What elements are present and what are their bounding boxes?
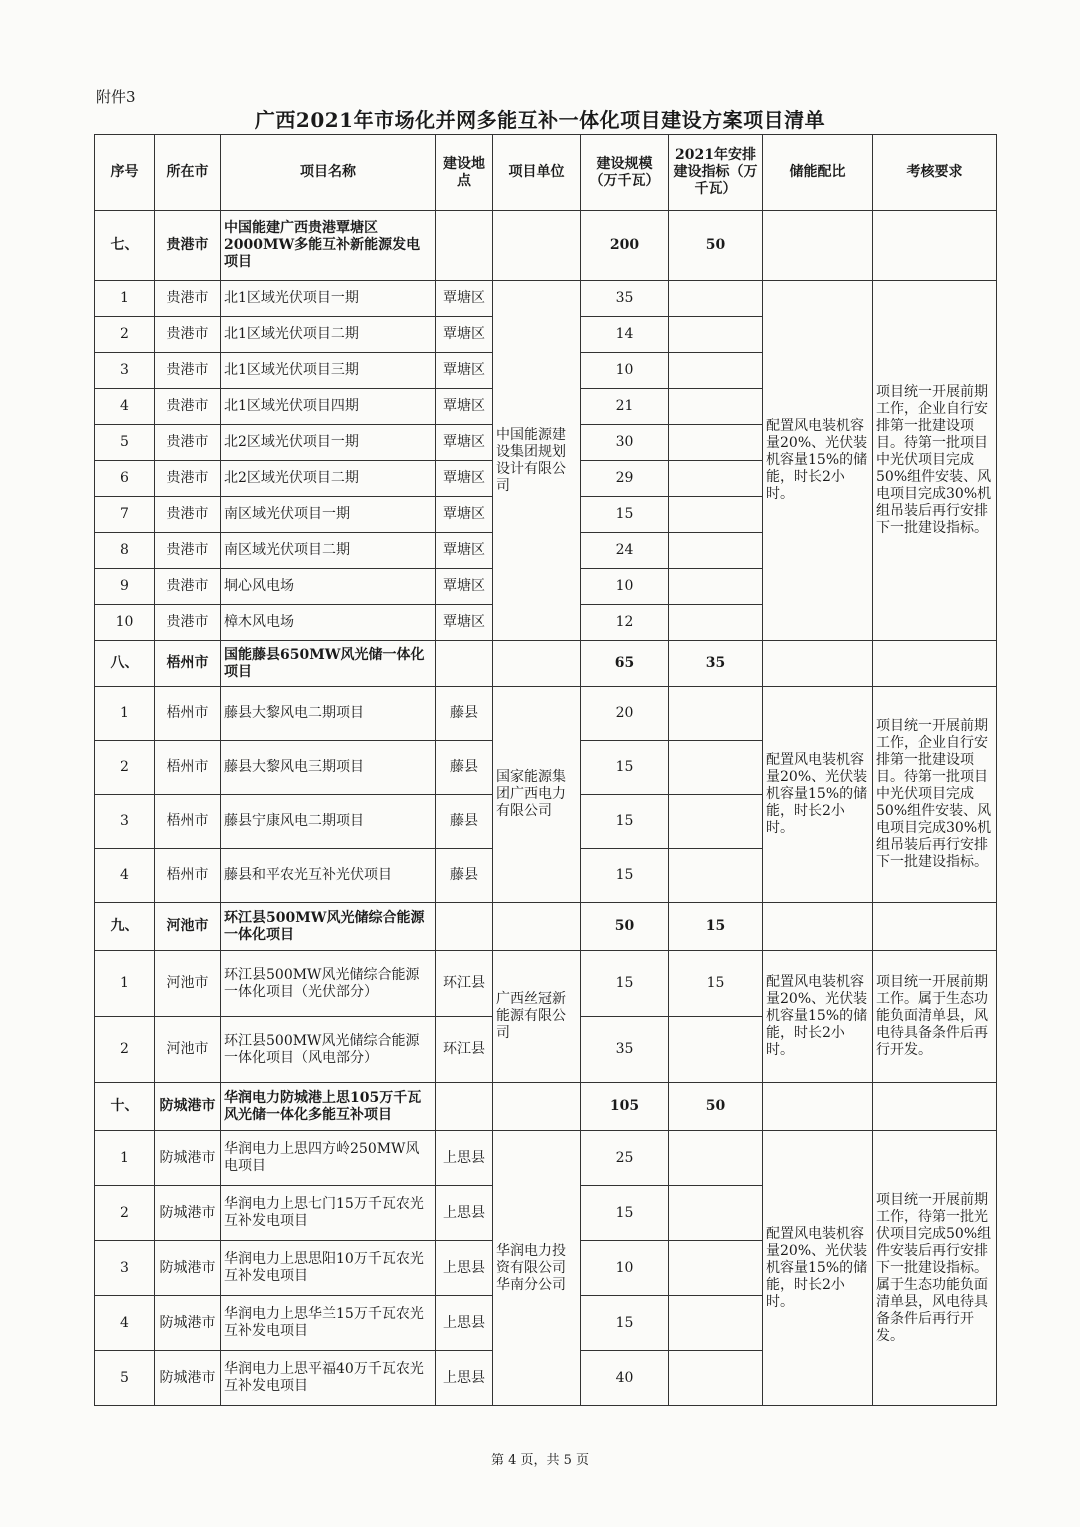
group-unit [493,641,581,687]
assessment-requirement: 项目统一开展前期工作，企业自行安排第一批建设项目。待第一批项目中光伏项目完成50%组件安装、风电项目完成30%机组吊装后再行安排下一批建设指标。 [873,281,997,641]
header-city: 所在市 [155,135,221,211]
row-project-name: 南区域光伏项目一期 [221,497,436,533]
row-scale: 15 [581,1186,669,1241]
row-seq: 5 [95,425,155,461]
storage-ratio: 配置风电装机容量20%、光伏装机容量15%的储能，时长2小时。 [763,281,873,641]
row-project-name: 樟木风电场 [221,605,436,641]
row-scale: 35 [581,281,669,317]
row-city: 防城港市 [155,1131,221,1186]
row-project-name: 华润电力上思七门15万千瓦农光互补发电项目 [221,1186,436,1241]
row-seq: 1 [95,281,155,317]
row-quota [669,1131,763,1186]
row-site: 藤县 [436,687,493,741]
row-site: 环江县 [436,951,493,1017]
row-quota [669,1017,763,1083]
row-project-name: 华润电力上思思阳10万千瓦农光互补发电项目 [221,1241,436,1296]
project-unit: 华润电力投资有限公司华南分公司 [493,1131,581,1406]
row-seq: 4 [95,389,155,425]
row-scale: 20 [581,687,669,741]
group-seq: 十、 [95,1083,155,1131]
row-scale: 30 [581,425,669,461]
row-scale: 15 [581,951,669,1017]
row-scale: 14 [581,317,669,353]
row-city: 防城港市 [155,1241,221,1296]
group-storage [763,1083,873,1131]
row-quota [669,1351,763,1406]
group-quota: 50 [669,1083,763,1131]
group-seq: 八、 [95,641,155,687]
group-seq: 九、 [95,903,155,951]
row-seq: 9 [95,569,155,605]
row-city: 防城港市 [155,1186,221,1241]
row-project-name: 华润电力上思华兰15万千瓦农光互补发电项目 [221,1296,436,1351]
storage-ratio: 配置风电装机容量20%、光伏装机容量15%的储能，时长2小时。 [763,1131,873,1406]
group-project-name: 中国能建广西贵港覃塘区2000MW多能互补新能源发电项目 [221,211,436,281]
group-project-name: 环江县500MW风光储综合能源一体化项目 [221,903,436,951]
group-row [95,641,997,687]
row-seq: 4 [95,1296,155,1351]
row-quota [669,281,763,317]
row-project-name: 华润电力上思四方岭250MW风电项目 [221,1131,436,1186]
row-site: 覃塘区 [436,353,493,389]
group-row [95,211,997,281]
row-site: 上思县 [436,1296,493,1351]
group-requirement [873,211,997,281]
row-city: 贵港市 [155,497,221,533]
row-scale: 35 [581,1017,669,1083]
row-scale: 10 [581,569,669,605]
row-seq: 1 [95,951,155,1017]
row-city: 贵港市 [155,605,221,641]
row-quota [669,389,763,425]
row-scale: 24 [581,533,669,569]
group-requirement [873,1083,997,1131]
row-seq: 6 [95,461,155,497]
row-scale: 15 [581,849,669,903]
group-row [95,1083,997,1131]
group-scale: 200 [581,211,669,281]
row-seq: 2 [95,741,155,795]
row-project-name: 环江县500MW风光储综合能源一体化项目（风电部分） [221,1017,436,1083]
row-quota [669,605,763,641]
row-city: 贵港市 [155,425,221,461]
group-storage [763,903,873,951]
row-city: 贵港市 [155,533,221,569]
row-project-name: 藤县大黎风电三期项目 [221,741,436,795]
header-seq: 序号 [95,135,155,211]
group-city: 梧州市 [155,641,221,687]
group-unit [493,211,581,281]
row-scale: 10 [581,1241,669,1296]
project-table [94,134,997,1406]
group-scale: 50 [581,903,669,951]
row-city: 梧州市 [155,741,221,795]
group-scale: 65 [581,641,669,687]
header-requirement: 考核要求 [873,135,997,211]
assessment-requirement: 项目统一开展前期工作。属于生态功能负面清单县，风电待具备条件后再行开发。 [873,951,997,1083]
table-row [95,951,997,1017]
row-site: 覃塘区 [436,533,493,569]
row-site: 上思县 [436,1131,493,1186]
row-site: 覃塘区 [436,389,493,425]
row-project-name: 北1区域光伏项目一期 [221,281,436,317]
row-seq: 1 [95,687,155,741]
row-site: 覃塘区 [436,281,493,317]
group-storage [763,211,873,281]
row-city: 贵港市 [155,317,221,353]
row-project-name: 藤县大黎风电二期项目 [221,687,436,741]
row-city: 梧州市 [155,849,221,903]
row-quota [669,1296,763,1351]
group-requirement [873,641,997,687]
table-row [95,687,997,741]
row-scale: 15 [581,497,669,533]
header-storage: 储能配比 [763,135,873,211]
document-title: 广西2021年市场化并网多能互补一体化项目建设方案项目清单 [254,108,826,132]
group-row [95,903,997,951]
row-project-name: 北2区域光伏项目一期 [221,425,436,461]
row-quota [669,741,763,795]
row-project-name: 环江县500MW风光储综合能源一体化项目（光伏部分） [221,951,436,1017]
row-project-name: 北1区域光伏项目四期 [221,389,436,425]
row-seq: 1 [95,1131,155,1186]
row-seq: 10 [95,605,155,641]
row-project-name: 南区域光伏项目二期 [221,533,436,569]
group-quota: 15 [669,903,763,951]
row-seq: 3 [95,353,155,389]
row-site: 上思县 [436,1186,493,1241]
group-project-name: 国能藤县650MW风光储一体化项目 [221,641,436,687]
row-project-name: 垌心风电场 [221,569,436,605]
row-site: 上思县 [436,1351,493,1406]
row-project-name: 北1区域光伏项目二期 [221,317,436,353]
table-row [95,281,997,317]
header-unit: 项目单位 [493,135,581,211]
row-site: 藤县 [436,795,493,849]
table-row [95,1131,997,1186]
row-city: 梧州市 [155,795,221,849]
row-quota [669,687,763,741]
row-site: 藤县 [436,849,493,903]
group-city: 防城港市 [155,1083,221,1131]
header-name: 项目名称 [221,135,436,211]
row-city: 贵港市 [155,281,221,317]
group-site [436,903,493,951]
group-city: 河池市 [155,903,221,951]
row-site: 覃塘区 [436,461,493,497]
row-quota [669,461,763,497]
row-project-name: 北1区域光伏项目三期 [221,353,436,389]
row-quota [669,353,763,389]
header-quota: 2021年安排建设指标（万千瓦） [669,135,763,211]
group-seq: 七、 [95,211,155,281]
group-project-name: 华润电力防城港上思105万千瓦风光储一体化多能互补项目 [221,1083,436,1131]
group-site [436,641,493,687]
row-seq: 8 [95,533,155,569]
row-scale: 10 [581,353,669,389]
row-seq: 2 [95,1186,155,1241]
row-site: 藤县 [436,741,493,795]
row-site: 环江县 [436,1017,493,1083]
row-site: 覃塘区 [436,317,493,353]
assessment-requirement: 项目统一开展前期工作，企业自行安排第一批建设项目。待第一批项目中光伏项目完成50%组件安装、风电项目完成30%机组吊装后再行安排下一批建设指标。 [873,687,997,903]
row-scale: 15 [581,1296,669,1351]
storage-ratio: 配置风电装机容量20%、光伏装机容量15%的储能，时长2小时。 [763,687,873,903]
row-scale: 29 [581,461,669,497]
row-site: 上思县 [436,1241,493,1296]
row-project-name: 华润电力上思平福40万千瓦农光互补发电项目 [221,1351,436,1406]
row-city: 贵港市 [155,353,221,389]
row-seq: 7 [95,497,155,533]
group-city: 贵港市 [155,211,221,281]
row-quota [669,1186,763,1241]
row-seq: 2 [95,1017,155,1083]
page-footer: 第 4 页，共 5 页 [490,1453,590,1468]
row-seq: 2 [95,317,155,353]
table-body [95,211,997,1406]
group-storage [763,641,873,687]
row-city: 防城港市 [155,1296,221,1351]
header-scale: 建设规模（万千瓦） [581,135,669,211]
group-requirement [873,903,997,951]
row-project-name: 藤县宁康风电二期项目 [221,795,436,849]
row-city: 防城港市 [155,1351,221,1406]
row-seq: 3 [95,795,155,849]
attachment-label: 附件3 [96,88,136,106]
group-scale: 105 [581,1083,669,1131]
row-seq: 5 [95,1351,155,1406]
row-quota [669,533,763,569]
row-scale: 15 [581,795,669,849]
row-city: 河池市 [155,951,221,1017]
row-quota: 15 [669,951,763,1017]
row-seq: 3 [95,1241,155,1296]
row-seq: 4 [95,849,155,903]
row-scale: 25 [581,1131,669,1186]
group-quota: 50 [669,211,763,281]
row-quota [669,497,763,533]
row-quota [669,425,763,461]
row-city: 贵港市 [155,389,221,425]
row-city: 梧州市 [155,687,221,741]
project-unit: 广西丝冠新能源有限公司 [493,951,581,1083]
row-quota [669,569,763,605]
row-quota [669,795,763,849]
row-scale: 15 [581,741,669,795]
group-unit [493,1083,581,1131]
row-city: 河池市 [155,1017,221,1083]
project-unit: 国家能源集团广西电力有限公司 [493,687,581,903]
row-quota [669,1241,763,1296]
row-quota [669,317,763,353]
row-site: 覃塘区 [436,569,493,605]
group-site [436,211,493,281]
row-scale: 40 [581,1351,669,1406]
header-site: 建设地点 [436,135,493,211]
row-site: 覃塘区 [436,497,493,533]
row-project-name: 北2区域光伏项目二期 [221,461,436,497]
row-quota [669,849,763,903]
group-quota: 35 [669,641,763,687]
row-city: 贵港市 [155,461,221,497]
row-city: 贵港市 [155,569,221,605]
storage-ratio: 配置风电装机容量20%、光伏装机容量15%的储能，时长2小时。 [763,951,873,1083]
row-scale: 12 [581,605,669,641]
row-project-name: 藤县和平农光互补光伏项目 [221,849,436,903]
row-site: 覃塘区 [436,425,493,461]
header-row [95,135,997,211]
row-scale: 21 [581,389,669,425]
group-unit [493,903,581,951]
assessment-requirement: 项目统一开展前期工作，待第一批光伏项目完成50%组件安装后再行安排下一批建设指标。属于生态功能负面清单县，风电待具备条件后再行开发。 [873,1131,997,1406]
row-site: 覃塘区 [436,605,493,641]
group-site [436,1083,493,1131]
project-unit: 中国能源建设集团规划设计有限公司 [493,281,581,641]
